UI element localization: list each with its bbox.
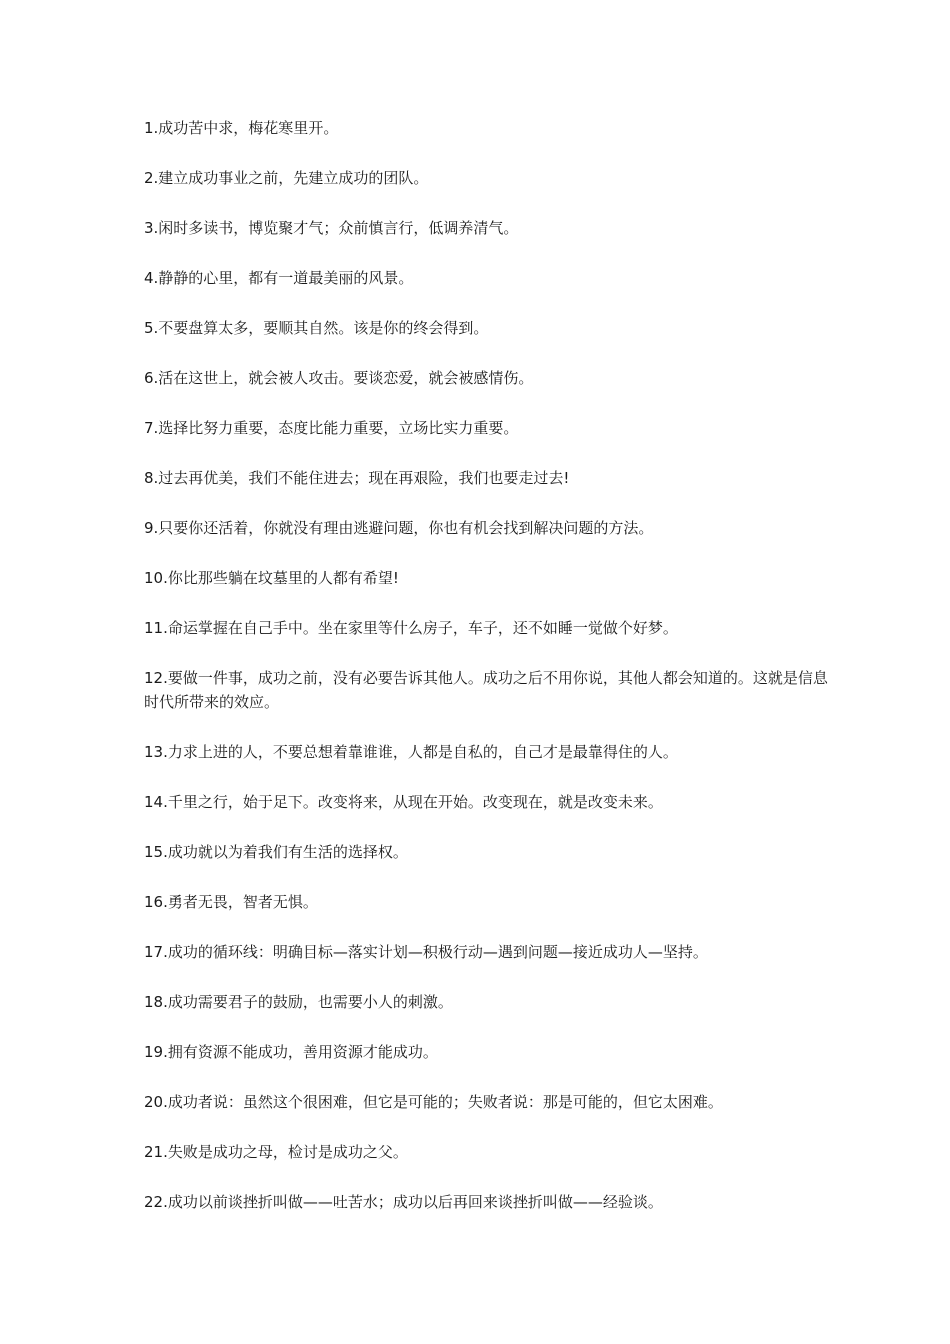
quote-item: 1.成功苦中求，梅花寒里开。 bbox=[144, 119, 339, 137]
quote-item: 10.你比那些躺在坟墓里的人都有希望! bbox=[144, 569, 399, 587]
quote-item: 3.闲时多读书，博览聚才气；众前慎言行，低调养清气。 bbox=[144, 219, 519, 237]
quote-item: 12.要做一件事，成功之前，没有必要告诉其他人。成功之后不用你说，其他人都会知道的。这就是信息时代所带来的效应。 bbox=[144, 669, 828, 711]
quote-item: 13.力求上进的人，不要总想着靠谁谁，人都是自私的，自己才是最靠得住的人。 bbox=[144, 743, 678, 761]
quote-item: 8.过去再优美，我们不能住进去；现在再艰险，我们也要走过去! bbox=[144, 469, 570, 487]
quote-item: 6.活在这世上，就会被人攻击。要谈恋爱，就会被感情伤。 bbox=[144, 369, 534, 387]
quote-item: 17.成功的循环线：明确目标—落实计划—积极行动—遇到问题—接近成功人—坚持。 bbox=[144, 943, 708, 961]
quote-item: 20.成功者说：虽然这个很困难，但它是可能的；失败者说：那是可能的，但它太困难。 bbox=[144, 1093, 723, 1111]
quote-item: 7.选择比努力重要，态度比能力重要，立场比实力重要。 bbox=[144, 419, 519, 437]
quote-item: 15.成功就以为着我们有生活的选择权。 bbox=[144, 843, 408, 861]
quote-item: 4.静静的心里，都有一道最美丽的风景。 bbox=[144, 269, 414, 287]
quote-item: 5.不要盘算太多，要顺其自然。该是你的终会得到。 bbox=[144, 319, 489, 337]
quote-item: 11.命运掌握在自己手中。坐在家里等什么房子，车子，还不如睡一觉做个好梦。 bbox=[144, 619, 678, 637]
quote-item: 22.成功以前谈挫折叫做——吐苦水；成功以后再回来谈挫折叫做——经验谈。 bbox=[144, 1193, 663, 1211]
quote-item: 14.千里之行，始于足下。改变将来，从现在开始。改变现在，就是改变未来。 bbox=[144, 793, 663, 811]
quote-list bbox=[144, 116, 834, 1240]
quote-item: 16.勇者无畏，智者无惧。 bbox=[144, 893, 318, 911]
quote-item: 19.拥有资源不能成功，善用资源才能成功。 bbox=[144, 1043, 438, 1061]
quote-item: 9.只要你还活着，你就没有理由逃避问题，你也有机会找到解决问题的方法。 bbox=[144, 519, 654, 537]
quote-item: 18.成功需要君子的鼓励，也需要小人的刺激。 bbox=[144, 993, 453, 1011]
quote-item: 21.失败是成功之母，检讨是成功之父。 bbox=[144, 1143, 408, 1161]
quote-item: 2.建立成功事业之前，先建立成功的团队。 bbox=[144, 169, 429, 187]
